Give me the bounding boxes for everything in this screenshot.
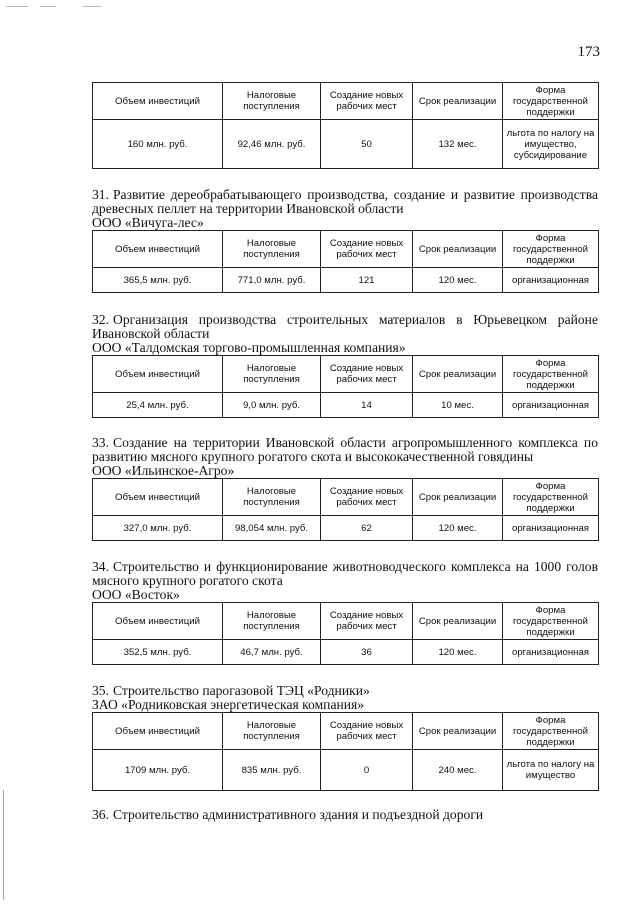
header-jobs: Создание новых рабочих мест <box>321 713 413 750</box>
cell-support: организационная <box>503 268 599 293</box>
header-support: Форма государственной поддержки <box>503 231 599 268</box>
cell-jobs: 50 <box>321 120 413 169</box>
cell-tax: 92,46 млн. руб. <box>223 120 321 169</box>
table-header-row <box>93 83 599 120</box>
header-support: Форма государственной поддержки <box>503 356 599 393</box>
cell-jobs: 14 <box>321 393 413 418</box>
cell-jobs: 121 <box>321 268 413 293</box>
cell-investment: 1709 млн. руб. <box>93 750 223 791</box>
header-term: Срок реализации <box>413 356 503 393</box>
header-investment: Объем инвестиций <box>93 713 223 750</box>
cell-term: 10 мес. <box>413 393 503 418</box>
scan-mark <box>6 6 28 7</box>
cell-term: 120 мес. <box>413 516 503 541</box>
cell-tax: 46,7 млн. руб. <box>223 640 321 665</box>
header-investment: Объем инвестиций <box>93 231 223 268</box>
cell-term: 120 мес. <box>413 640 503 665</box>
project-number: 32. <box>92 312 109 327</box>
cell-investment: 365,5 млн. руб. <box>93 268 223 293</box>
cell-support: организационная <box>503 393 599 418</box>
header-term: Срок реализации <box>413 479 503 516</box>
table-row <box>93 750 599 791</box>
scan-mark <box>82 6 102 7</box>
cell-support: льгота по налогу на имущество, субсидирование <box>503 120 599 169</box>
company-name: ООО «Вичуга-лес» <box>92 215 204 230</box>
table-header-row <box>93 479 599 516</box>
header-jobs: Создание новых рабочих мест <box>321 479 413 516</box>
table-row <box>93 516 599 541</box>
company-name: ООО «Ильинское-Агро» <box>92 463 235 478</box>
table-header-row <box>93 356 599 393</box>
header-tax: Налоговые поступления <box>223 83 321 120</box>
project-title-text: Строительство парогазовой ТЭЦ «Родники» <box>113 683 370 698</box>
project-title-text: Строительство и функционирование животноводческого комплекса на 1000 голов мясного крупного рогатого скота <box>92 559 598 588</box>
table-row <box>93 268 599 293</box>
table-row <box>93 393 599 418</box>
header-support: Форма государственной поддержки <box>503 713 599 750</box>
company-name: ООО «Талдомская торгово-промышленная компания» <box>92 340 406 355</box>
investment-table <box>92 712 599 791</box>
cell-tax: 835 млн. руб. <box>223 750 321 791</box>
scan-mark <box>40 6 56 7</box>
cell-support: организационная <box>503 516 599 541</box>
header-investment: Объем инвестиций <box>93 479 223 516</box>
cell-support: организационная <box>503 640 599 665</box>
header-investment: Объем инвестиций <box>93 83 223 120</box>
header-term: Срок реализации <box>413 603 503 640</box>
header-jobs: Создание новых рабочих мест <box>321 83 413 120</box>
table-header-row <box>93 713 599 750</box>
cell-support: льгота по налогу на имущество <box>503 750 599 791</box>
cell-term: 132 мес. <box>413 120 503 169</box>
project-title <box>92 436 598 464</box>
table-row <box>93 640 599 665</box>
header-tax: Налоговые поступления <box>223 713 321 750</box>
table-header-row <box>93 603 599 640</box>
company-name: ООО «Восток» <box>92 587 180 602</box>
cell-tax: 9,0 млн. руб. <box>223 393 321 418</box>
investment-table <box>92 82 599 169</box>
cell-investment: 352,5 млн. руб. <box>93 640 223 665</box>
header-jobs: Создание новых рабочих мест <box>321 603 413 640</box>
cell-term: 120 мес. <box>413 268 503 293</box>
page-number: 173 <box>577 44 600 60</box>
header-support: Форма государственной поддержки <box>503 479 599 516</box>
project-30-continued <box>92 82 598 169</box>
project-title <box>92 684 598 698</box>
header-term: Срок реализации <box>413 713 503 750</box>
project-title <box>92 188 598 216</box>
header-tax: Налоговые поступления <box>223 231 321 268</box>
project-number: 36. <box>92 807 109 822</box>
header-term: Срок реализации <box>413 83 503 120</box>
cell-jobs: 62 <box>321 516 413 541</box>
cell-investment: 25,4 млн. руб. <box>93 393 223 418</box>
project-number: 33. <box>92 435 109 450</box>
cell-investment: 327,0 млн. руб. <box>93 516 223 541</box>
scan-edge-mark <box>3 790 4 900</box>
table-header-row <box>93 231 599 268</box>
project-number: 34. <box>92 559 109 574</box>
project-36 <box>92 808 598 822</box>
header-investment: Объем инвестиций <box>93 356 223 393</box>
project-title-text: Строительство административного здания и подъездной дороги <box>113 807 484 822</box>
header-jobs: Создание новых рабочих мест <box>321 231 413 268</box>
project-title <box>92 313 598 341</box>
project-33 <box>92 436 598 541</box>
investment-table <box>92 355 599 418</box>
cell-term: 240 мес. <box>413 750 503 791</box>
header-tax: Налоговые поступления <box>223 356 321 393</box>
header-investment: Объем инвестиций <box>93 603 223 640</box>
header-tax: Налоговые поступления <box>223 479 321 516</box>
project-34 <box>92 560 598 665</box>
cell-jobs: 36 <box>321 640 413 665</box>
cell-tax: 98,054 млн. руб. <box>223 516 321 541</box>
cell-investment: 160 млн. руб. <box>93 120 223 169</box>
project-number: 35. <box>92 683 109 698</box>
project-title <box>92 808 598 822</box>
project-title-text: Организация производства строительных материалов в Юрьевецком районе Ивановской области <box>92 312 598 341</box>
cell-jobs: 0 <box>321 750 413 791</box>
project-title-text: Создание на территории Ивановской области агропромышленного комплекса по развитию мясного крупного рогатого скота и высококачественной говядины <box>92 435 598 464</box>
project-35 <box>92 684 598 791</box>
header-support: Форма государственной поддержки <box>503 603 599 640</box>
cell-tax: 771,0 млн. руб. <box>223 268 321 293</box>
header-tax: Налоговые поступления <box>223 603 321 640</box>
investment-table <box>92 602 599 665</box>
project-32 <box>92 313 598 418</box>
header-support: Форма государственной поддержки <box>503 83 599 120</box>
header-jobs: Создание новых рабочих мест <box>321 356 413 393</box>
project-title-text: Развитие дереобрабатывающего производства, создание и развитие производства древесных пеллет на территории Ивановской области <box>92 187 598 216</box>
investment-table <box>92 478 599 541</box>
header-term: Срок реализации <box>413 231 503 268</box>
project-number: 31. <box>92 187 109 202</box>
project-31 <box>92 188 598 293</box>
investment-table <box>92 230 599 293</box>
company-name: ЗАО «Родниковская энергетическая компания» <box>92 697 365 712</box>
project-title <box>92 560 598 588</box>
table-row <box>93 120 599 169</box>
